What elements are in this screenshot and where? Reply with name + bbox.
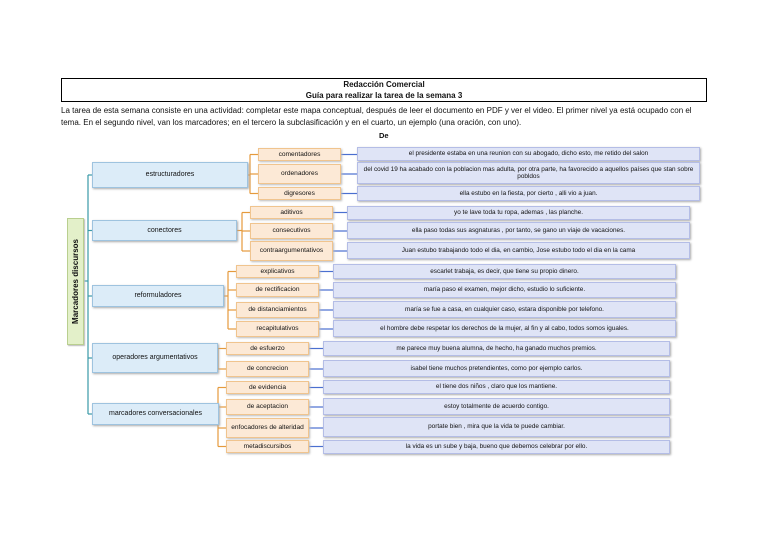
- category-node: [92, 162, 248, 188]
- example-node: [347, 206, 690, 220]
- example-node-label: la vida es un sube y baja, bueno que debemos celebrar por ello.: [405, 443, 588, 451]
- subtype-node: [236, 302, 319, 318]
- category-node-label: estructuradores: [145, 171, 195, 179]
- example-node-label: Juan estubo trabajando todo el dia, en cambio, Jose estubo todo el dia en la cama: [401, 246, 636, 254]
- example-node: [333, 264, 676, 279]
- subtype-node-label: de aceptacion: [246, 403, 289, 411]
- subtype-node-label: de distanciamientos: [248, 306, 307, 314]
- example-node: [333, 320, 676, 337]
- example-node: [347, 242, 690, 259]
- example-node: [323, 341, 670, 356]
- subtype-node-label: ordenadores: [280, 170, 319, 178]
- instructions-text: La tarea de esta semana consiste en una actividad: completar este mapa conceptual, después de leer el documento en PDF y ver el video. El primer nivel ya está ocupado con el tema. En el segundo nivel, van los marcadores; en el tercero la subclasificación y en el cuarto, un ejemplo (una oración, con uno).: [61, 106, 692, 127]
- instructions-trailing: De: [379, 131, 389, 140]
- example-node-label: el hombre debe respetar los derechos de la mujer, al fin y al cabo, todos somos iguales.: [380, 324, 629, 332]
- subtype-node: [236, 265, 319, 278]
- category-node: [92, 403, 219, 425]
- subtype-node: [226, 361, 309, 377]
- subtype-node-label: contraargumentativos: [259, 247, 324, 255]
- example-node: [323, 440, 670, 454]
- example-node-label: ella paso todas sus asgnaturas , por tanto, se gano un viaje de vacaciones.: [411, 226, 626, 234]
- example-node: [357, 147, 700, 161]
- subtype-node: [250, 241, 333, 261]
- subtype-node: [250, 223, 333, 239]
- subtype-node: [236, 283, 319, 297]
- subtype-node-label: de concrecion: [246, 365, 289, 373]
- root-label: Marcadores discursos: [70, 239, 80, 324]
- example-node: [357, 186, 700, 201]
- example-node: [347, 222, 690, 239]
- example-node-label: el presidente estaba en una reunion con su abogado, dicho esto, me retido del salon: [408, 150, 649, 158]
- example-node-label: escarlet trabaja, es decir, que tiene su propio dinero.: [430, 267, 579, 275]
- example-node: [323, 380, 670, 394]
- example-node: [323, 417, 670, 437]
- subtype-node: [226, 440, 309, 453]
- example-node-label: portate bien , mira que la vida te puede cambiar.: [428, 423, 565, 431]
- example-node-label: isabel tiene muchos pretendientes, como por ejemplo carlos.: [410, 364, 583, 372]
- subtype-node-label: de evidencia: [248, 383, 287, 391]
- document-title: Redacción Comercial: [343, 80, 425, 89]
- example-node-label: yo te lave toda tu ropa, ademas , las planche.: [454, 209, 583, 217]
- root-node: [67, 218, 84, 345]
- subtype-node-label: de rectificacion: [255, 286, 300, 294]
- category-node: [92, 343, 218, 373]
- subtype-node-label: recapitulativos: [256, 325, 299, 333]
- example-node-label: el tiene dos niños , claro que los mantiene.: [435, 383, 558, 391]
- example-node: [333, 282, 676, 298]
- document-subtitle: Guía para realizar la tarea de la semana 3: [305, 90, 463, 100]
- subtype-node: [258, 148, 341, 161]
- example-node-label: ella estubo en la fiesta, por cierto , alli vio a juan.: [459, 189, 598, 197]
- subtype-node-label: explicativos: [260, 267, 295, 275]
- example-node: [333, 301, 676, 318]
- subtype-node-label: digresores: [284, 189, 315, 197]
- category-node-label: conectores: [147, 226, 182, 234]
- subtype-node-label: de esfuerzo: [250, 344, 285, 352]
- subtype-node: [226, 381, 309, 394]
- category-node-label: reformuladores: [134, 292, 182, 300]
- subtype-node-label: metadiscursibos: [243, 442, 292, 450]
- example-node: [323, 360, 670, 377]
- example-node-label: estoy totalmente de acuerdo contigo.: [444, 402, 549, 410]
- subtype-node: [226, 399, 309, 415]
- subtype-node: [226, 418, 309, 438]
- subtype-node: [226, 342, 309, 355]
- subtype-node-label: aditivos: [280, 208, 303, 216]
- example-node: [323, 398, 670, 415]
- subtype-node: [258, 187, 341, 200]
- example-node: [357, 162, 700, 184]
- subtype-node-label: comentadores: [278, 150, 321, 158]
- subtype-node-label: enfocadores de alteridad: [231, 424, 304, 432]
- example-node-label: del covid 19 ha acabado con la poblacion mas adulta, por otra parte, ha favorecido a aquellos países que stan sobre pobldos: [363, 165, 694, 180]
- category-node-label: operadores argumentativos: [112, 354, 198, 362]
- subtype-node: [258, 164, 341, 184]
- example-node-label: me parece muy buena alumna, de hecho, ha ganado muchos premios.: [396, 344, 597, 352]
- category-node: [92, 285, 224, 307]
- example-node-label: maría paso el examen, mejor dicho, estudio lo suficiente.: [423, 286, 586, 294]
- category-node: [92, 220, 237, 241]
- category-node-label: marcadores conversacionales: [109, 410, 202, 418]
- subtype-node-label: consecutivos: [272, 227, 311, 235]
- example-node-label: maría se fue a casa, en cualquier caso, estara disponible por telefono.: [405, 305, 604, 313]
- subtype-node: [250, 206, 333, 219]
- subtype-node: [236, 321, 319, 337]
